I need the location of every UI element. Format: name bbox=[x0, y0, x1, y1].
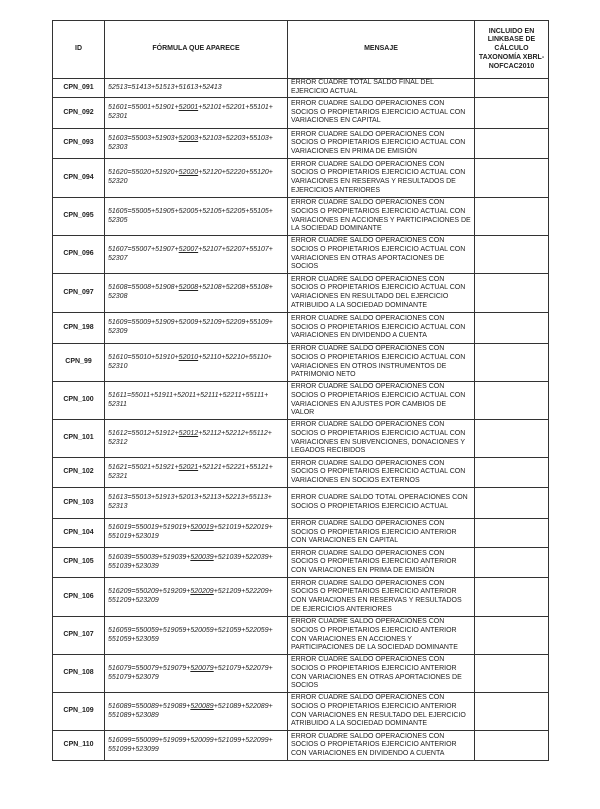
row-formula bbox=[105, 488, 288, 519]
row-id: CPN_104 bbox=[53, 519, 105, 548]
formula-part: +52101+52201+55101+ 52301 bbox=[108, 104, 273, 120]
row-formula bbox=[105, 519, 288, 548]
formula-part: 516039=550039+519039+ bbox=[108, 553, 191, 561]
formula-part: +52112+52212+55112+ 52312 bbox=[108, 429, 272, 446]
row-id: CPN_094 bbox=[53, 159, 105, 198]
row-id: CPN_107 bbox=[53, 617, 105, 655]
row-formula bbox=[105, 129, 288, 159]
table-row bbox=[53, 458, 549, 488]
row-included bbox=[475, 313, 549, 344]
formula-part: 51611=55011+51911+52011+52111+52211+55111+ 52311 bbox=[108, 391, 269, 408]
row-id: CPN_110 bbox=[53, 731, 105, 761]
table-row bbox=[53, 488, 549, 519]
formula-part: 51612=55012+51912+ bbox=[108, 429, 179, 437]
row-included bbox=[475, 488, 549, 519]
formula-part: 51607=55007+51907+ bbox=[108, 245, 179, 253]
row-id: CPN_092 bbox=[53, 98, 105, 129]
table-row bbox=[53, 382, 549, 420]
header-formula: FÓRMULA QUE APARECE bbox=[105, 21, 288, 79]
row-formula bbox=[105, 236, 288, 274]
row-id: CPN_102 bbox=[53, 458, 105, 488]
row-message: ERROR CUADRE SALDO OPERACIONES CON SOCIOS O PROPIETARIOS EJERCICIO ACTUAL CON VARIACIONES EN AJUSTES POR CAMBIOS DE VALOR bbox=[288, 382, 475, 420]
table-row bbox=[53, 313, 549, 344]
table-body bbox=[53, 79, 549, 761]
row-message: ERROR CUADRE SALDO OPERACIONES CON SOCIOS O PROPIETARIOS EJERCICIO ACTUAL CON VARIACIONES EN PRIMA DE EMISIÓN bbox=[288, 129, 475, 159]
formula-part: 51609=55009+51909+52009+52109+52209+55109+ 52309 bbox=[108, 319, 273, 335]
row-included bbox=[475, 655, 549, 693]
table-row bbox=[53, 79, 549, 98]
row-id: CPN_095 bbox=[53, 198, 105, 236]
formula-underlined-part: 52010 bbox=[178, 353, 199, 361]
formula-part: 516089=550089+519089+ bbox=[108, 702, 191, 710]
row-id: CPN_091 bbox=[53, 79, 105, 98]
row-included bbox=[475, 458, 549, 488]
row-formula bbox=[105, 420, 288, 458]
row-included bbox=[475, 236, 549, 274]
row-message: ERROR CUADRE SALDO OPERACIONES CON SOCIOS O PROPIETARIOS EJERCICIO ACTUAL CON VARIACIONES EN SOCIOS EXTERNOS bbox=[288, 458, 475, 488]
row-formula bbox=[105, 98, 288, 129]
row-formula bbox=[105, 198, 288, 236]
formula-part: +52121+52221+55121+ 52321 bbox=[108, 463, 273, 480]
row-formula bbox=[105, 578, 288, 617]
formula-part: +521089+522089+ 551089+523089 bbox=[108, 702, 273, 719]
formula-part: 51601=55001+51901+ bbox=[108, 104, 179, 112]
formula-part: 51620=55020+51920+ bbox=[108, 169, 179, 177]
row-formula bbox=[105, 617, 288, 655]
row-included bbox=[475, 198, 549, 236]
formula-underlined-part: 52001 bbox=[178, 104, 199, 112]
row-formula bbox=[105, 655, 288, 693]
formula-part: 516209=550209+519209+ bbox=[108, 588, 191, 596]
row-message: ERROR CUADRE SALDO OPERACIONES CON SOCIOS O PROPIETARIOS EJERCICIO ACTUAL CON VARIACIONES EN DIVIDENDO A CUENTA bbox=[288, 313, 475, 344]
row-message: ERROR CUADRE SALDO OPERACIONES CON SOCIOS O PROPIETARIOS EJERCICIO ANTERIOR CON VARIACIONES EN RESERVAS Y RESULTADOS DE EJERCICIOS ANTERIORES bbox=[288, 578, 475, 617]
header-linkbase: INCLUIDO EN LINKBASE DE CÁLCULO TAXONOMÍA XBRL-NOFCAC2010 bbox=[475, 21, 549, 79]
table-row bbox=[53, 236, 549, 274]
header-id: ID bbox=[53, 21, 105, 79]
formula-underlined-part: 520039 bbox=[190, 553, 214, 561]
row-included bbox=[475, 98, 549, 129]
row-id: CPN_108 bbox=[53, 655, 105, 693]
formula-part: 51613=55013+51913+52013+52113+52213+55113+ 52313 bbox=[108, 494, 272, 510]
row-formula bbox=[105, 313, 288, 344]
table-row bbox=[53, 420, 549, 458]
row-included bbox=[475, 731, 549, 761]
row-included bbox=[475, 420, 549, 458]
table-row bbox=[53, 198, 549, 236]
formula-underlined-part: 52007 bbox=[178, 245, 199, 253]
row-id: CPN_100 bbox=[53, 382, 105, 420]
row-id: CPN_103 bbox=[53, 488, 105, 519]
formula-part: +52120+52220+55120+ 52320 bbox=[108, 169, 273, 185]
formula-part: 516079=550079+519079+ bbox=[108, 664, 191, 672]
table-row bbox=[53, 519, 549, 548]
formula-underlined-part: 520079 bbox=[190, 664, 214, 672]
formula-part: +521209+522209+ 551209+523209 bbox=[108, 588, 273, 604]
row-included bbox=[475, 519, 549, 548]
table-row bbox=[53, 129, 549, 159]
row-message: ERROR CUADRE SALDO OPERACIONES CON SOCIOS O PROPIETARIOS EJERCICIO ANTERIOR CON VARIACIONES EN DIVIDENDO A CUENTA bbox=[288, 731, 475, 761]
table-row bbox=[53, 344, 549, 382]
formula-underlined-part: 520209 bbox=[190, 588, 214, 596]
row-included bbox=[475, 129, 549, 159]
formula-part: 516019=550019+519019+ bbox=[108, 524, 191, 532]
row-formula bbox=[105, 548, 288, 578]
formula-part: 51610=55010+51910+ bbox=[108, 353, 179, 361]
row-id: CPN_99 bbox=[53, 344, 105, 382]
formula-part: 51603=55003+51903+ bbox=[108, 134, 179, 142]
formula-underlined-part: 52020 bbox=[178, 169, 199, 177]
table-row bbox=[53, 578, 549, 617]
row-included bbox=[475, 382, 549, 420]
row-formula bbox=[105, 693, 288, 731]
row-message: ERROR CUADRE SALDO OPERACIONES CON SOCIOS O PROPIETARIOS EJERCICIO ACTUAL CON VARIACIONES EN ACCIONES Y PARTICIPACIONES DE LA SOCIEDAD DOMINANTE bbox=[288, 198, 475, 236]
row-formula bbox=[105, 159, 288, 198]
validation-rules-table bbox=[52, 20, 549, 761]
formula-part: +52107+52207+55107+ 52307 bbox=[108, 245, 273, 262]
row-formula bbox=[105, 731, 288, 761]
row-formula bbox=[105, 382, 288, 420]
formula-part: +521079+522079+ 551079+523079 bbox=[108, 664, 273, 681]
table-row bbox=[53, 731, 549, 761]
row-formula bbox=[105, 458, 288, 488]
table-row bbox=[53, 548, 549, 578]
row-included bbox=[475, 344, 549, 382]
row-message: ERROR CUADRE SALDO OPERACIONES CON SOCIOS O PROPIETARIOS EJERCICIO ANTERIOR CON VARIACIONES EN PRIMA DE EMISIÓN bbox=[288, 548, 475, 578]
row-included bbox=[475, 274, 549, 313]
formula-part: 516059=550059+519059+520059+521059+522059+ 551059+523059 bbox=[108, 626, 273, 643]
formula-part: +52110+52210+55110+ 52310 bbox=[108, 353, 272, 370]
row-message: ERROR CUADRE SALDO OPERACIONES CON SOCIOS O PROPIETARIOS EJERCICIO ACTUAL CON VARIACIONES EN OTROS INSTRUMENTOS DE PATRIMONIO NETO bbox=[288, 344, 475, 382]
row-included bbox=[475, 578, 549, 617]
row-message: ERROR CUADRE SALDO OPERACIONES CON SOCIOS O PROPIETARIOS EJERCICIO ANTERIOR CON VARIACIONES EN ACCIONES Y PARTICIPACIONES DE LA SOCIEDAD DOMINANTE bbox=[288, 617, 475, 655]
table-header-row bbox=[53, 21, 549, 79]
formula-underlined-part: 520019 bbox=[190, 524, 214, 532]
formula-underlined-part: 52003 bbox=[178, 134, 199, 142]
row-id: CPN_106 bbox=[53, 578, 105, 617]
row-id: CPN_096 bbox=[53, 236, 105, 274]
formula-underlined-part: 52008 bbox=[178, 284, 199, 292]
formula-part: +521039+522039+ 551039+523039 bbox=[108, 553, 273, 570]
formula-underlined-part: 52021 bbox=[178, 463, 199, 471]
row-included bbox=[475, 159, 549, 198]
row-id: CPN_105 bbox=[53, 548, 105, 578]
row-message: ERROR CUADRE SALDO OPERACIONES CON SOCIOS O PROPIETARIOS EJERCICIO ACTUAL CON VARIACIONES EN RESULTADO DEL EJERCICIO ATRIBUIDO A LA SOCIEDAD DOMINANTE bbox=[288, 274, 475, 313]
row-message: ERROR CUADRE SALDO TOTAL OPERACIONES CON SOCIOS O PROPIETARIOS EJERCICIO ACTUAL bbox=[288, 488, 475, 519]
formula-part: +52108+52208+55108+ 52308 bbox=[108, 284, 273, 300]
table-row bbox=[53, 693, 549, 731]
table-row bbox=[53, 159, 549, 198]
row-formula bbox=[105, 79, 288, 98]
formula-part: 52513=51413+51513+51613+52413 bbox=[108, 83, 222, 91]
header-message: MENSAJE bbox=[288, 21, 475, 79]
row-message: ERROR CUADRE SALDO OPERACIONES CON SOCIOS O PROPIETARIOS EJERCICIO ACTUAL CON VARIACIONES EN SUBVENCIONES, DONACIONES Y LEGADOS RECIBIDOS bbox=[288, 420, 475, 458]
row-id: CPN_109 bbox=[53, 693, 105, 731]
table-row bbox=[53, 98, 549, 129]
row-message: ERROR CUADRE SALDO OPERACIONES CON SOCIOS O PROPIETARIOS EJERCICIO ANTERIOR CON VARIACIONES EN RESULTADO DEL EJERCICIO ATRIBUIDO A LA SOCIEDAD DOMINANTE bbox=[288, 693, 475, 731]
row-message: ERROR CUADRE SALDO OPERACIONES CON SOCIOS O PROPIETARIOS EJERCICIO ANTERIOR CON VARIACIONES EN CAPITAL bbox=[288, 519, 475, 548]
formula-part: 51608=55008+51908+ bbox=[108, 284, 179, 292]
formula-part: 51621=55021+51921+ bbox=[108, 463, 179, 471]
formula-part: +52103+52203+55103+ 52303 bbox=[108, 134, 273, 151]
row-included bbox=[475, 548, 549, 578]
formula-part: +521019+522019+ 551019+523019 bbox=[108, 524, 273, 540]
row-id: CPN_093 bbox=[53, 129, 105, 159]
row-id: CPN_097 bbox=[53, 274, 105, 313]
row-included bbox=[475, 617, 549, 655]
row-message: ERROR CUADRE SALDO OPERACIONES CON SOCIOS O PROPIETARIOS EJERCICIO ANTERIOR CON VARIACIONES EN OTRAS APORTACIONES DE SOCIOS bbox=[288, 655, 475, 693]
formula-part: 51605=55005+51905+52005+52105+52205+55105+ 52305 bbox=[108, 207, 273, 224]
table-row bbox=[53, 655, 549, 693]
row-formula bbox=[105, 274, 288, 313]
formula-underlined-part: 520089 bbox=[190, 702, 214, 710]
row-id: CPN_101 bbox=[53, 420, 105, 458]
row-included bbox=[475, 693, 549, 731]
formula-underlined-part: 52012 bbox=[178, 429, 199, 437]
row-id: CPN_198 bbox=[53, 313, 105, 344]
row-message: ERROR CUADRE TOTAL SALDO FINAL DEL EJERCICIO ACTUAL bbox=[288, 79, 475, 98]
table-row bbox=[53, 617, 549, 655]
table-row bbox=[53, 274, 549, 313]
row-formula bbox=[105, 344, 288, 382]
row-message: ERROR CUADRE SALDO OPERACIONES CON SOCIOS O PROPIETARIOS EJERCICIO ACTUAL CON VARIACIONES EN CAPITAL bbox=[288, 98, 475, 129]
formula-part: 516099=550099+519099+520099+521099+522099+ 551099+523099 bbox=[108, 736, 273, 753]
row-message: ERROR CUADRE SALDO OPERACIONES CON SOCIOS O PROPIETARIOS EJERCICIO ACTUAL CON VARIACIONES EN OTRAS APORTACIONES DE SOCIOS bbox=[288, 236, 475, 274]
row-included bbox=[475, 79, 549, 98]
row-message: ERROR CUADRE SALDO OPERACIONES CON SOCIOS O PROPIETARIOS EJERCICIO ACTUAL CON VARIACIONES EN RESERVAS Y RESULTADOS DE EJERCICIOS ANTERIORES bbox=[288, 159, 475, 198]
